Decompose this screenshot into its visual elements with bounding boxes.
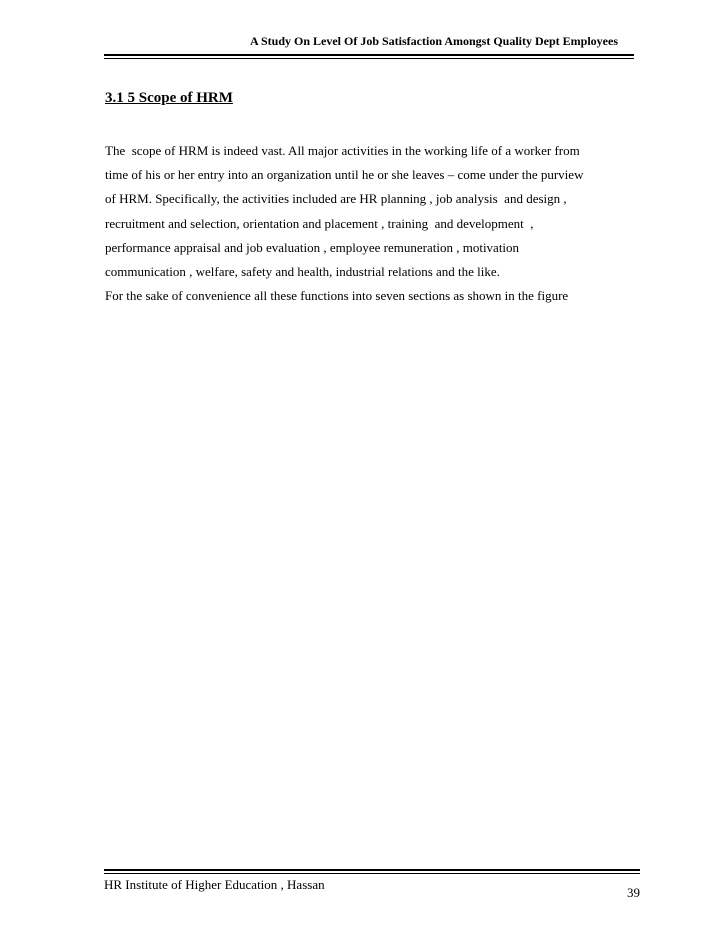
body-paragraph	[105, 139, 645, 308]
page-number: 39	[627, 885, 640, 900]
footer-institute-name: HR Institute of Higher Education , Hassan	[104, 877, 325, 892]
page-header	[104, 30, 634, 60]
footer-rule-thin	[104, 873, 640, 874]
paragraph-line: communication , welfare, safety and health, industrial relations and the like.	[105, 264, 500, 280]
header-rule-thin	[104, 58, 634, 59]
paragraph-line: For the sake of convenience all these functions into seven sections as shown in the figure	[105, 288, 569, 304]
running-header-title: A Study On Level Of Job Satisfaction Amongst Quality Dept Employees	[249, 34, 618, 48]
header-rule-thick	[104, 54, 634, 56]
section-heading: 3.1 5 Scope of HRM	[105, 90, 233, 106]
paragraph-line: performance appraisal and job evaluation , employee remuneration , motivation	[105, 239, 520, 255]
footer-rule-thick	[104, 869, 640, 871]
page-footer	[104, 869, 640, 903]
paragraph-line: The scope of HRM is indeed vast. All major activities in the working life of a worker from	[105, 143, 580, 158]
paragraph-line: of HRM. Specifically, the activities included are HR planning , job analysis and design ,	[105, 191, 567, 207]
paragraph-line: time of his or her entry into an organization until he or she leaves – come under the purview	[105, 167, 584, 183]
paragraph-line: recruitment and selection, orientation and placement , training and development ,	[105, 215, 534, 231]
